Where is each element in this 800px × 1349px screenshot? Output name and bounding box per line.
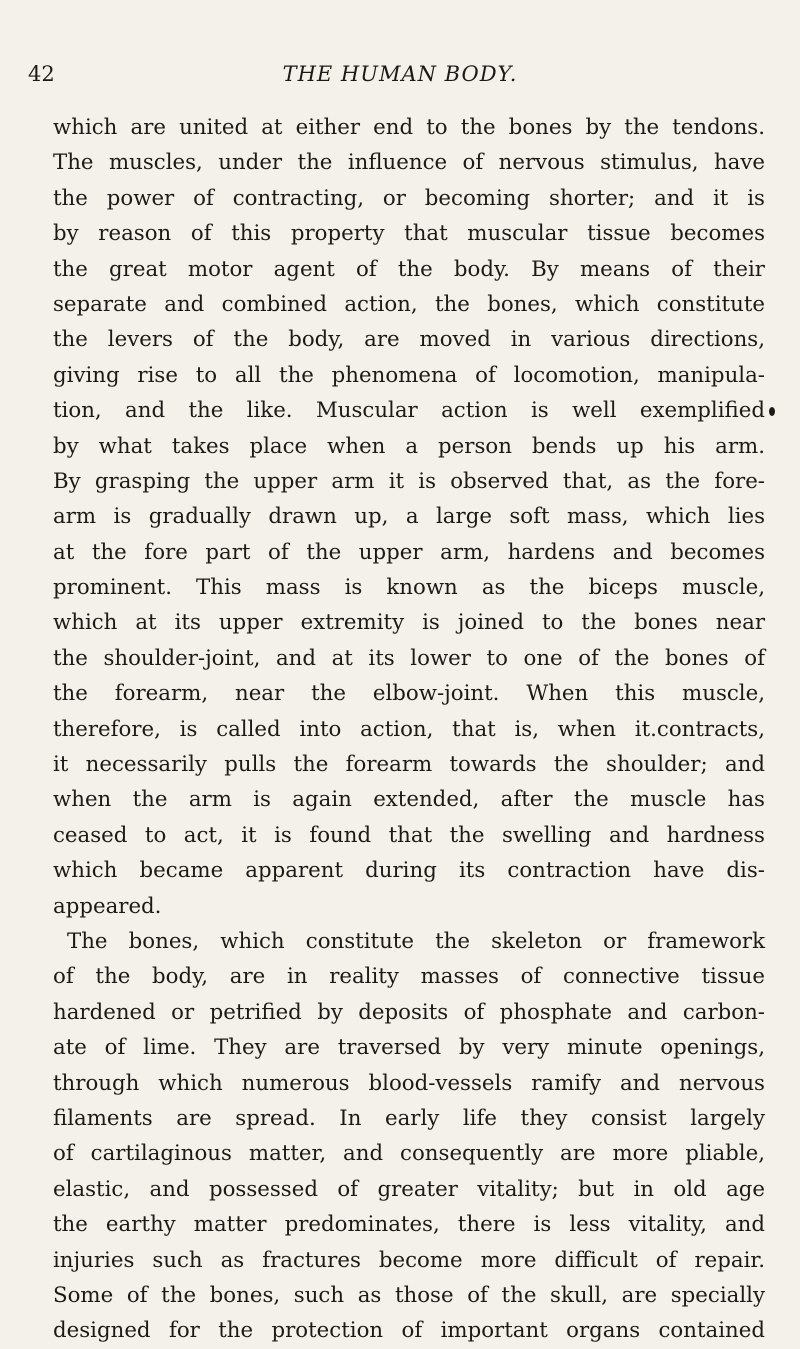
text-line: Some of the bones, such as those of the skull, are specially bbox=[53, 1282, 765, 1308]
text-line: filaments are spread. In early life they consist largely bbox=[53, 1105, 765, 1131]
text-line: the shoulder-joint, and at its lower to one of the bones of bbox=[53, 645, 765, 671]
text-line: through which numerous blood-vessels ramify and nervous bbox=[53, 1070, 765, 1096]
text-line: ate of lime. They are traversed by very minute openings, bbox=[53, 1035, 765, 1061]
margin-ink-dot bbox=[769, 407, 775, 416]
text-line: elastic, and possessed of greater vitality; but in old age bbox=[53, 1176, 765, 1202]
text-line: by reason of this property that muscular tissue becomes bbox=[53, 221, 765, 247]
text-line: when the arm is again extended, after the muscle has bbox=[53, 787, 765, 813]
text-line: hardened or petrified by deposits of phosphate and carbon- bbox=[53, 999, 765, 1025]
text-line: which are united at either end to the bones by the tendons. bbox=[53, 115, 765, 140]
text-line: the earthy matter predominates, there is less vitality, and bbox=[53, 1212, 765, 1238]
running-title: THE HUMAN BODY. bbox=[282, 62, 518, 86]
text-line: tion, and the like. Muscular action is well exemplified bbox=[53, 398, 765, 424]
text-line: at the fore part of the upper arm, hardens and becomes bbox=[53, 539, 765, 565]
text-line: designed for the protection of important organs contained bbox=[53, 1318, 765, 1344]
page-number: 42 bbox=[28, 62, 55, 86]
text-line: the great motor agent of the body. By means of their bbox=[53, 256, 765, 282]
text-line: which at its upper extremity is joined to the bones near bbox=[53, 610, 765, 636]
text-line: therefore, is called into action, that is, when it.contracts, bbox=[53, 716, 765, 742]
text-line: of cartilaginous matter, and consequently are more pliable, bbox=[53, 1141, 765, 1167]
page-header bbox=[0, 62, 800, 96]
text-line: which became apparent during its contraction have dis- bbox=[53, 858, 765, 884]
text-line: appeared. bbox=[53, 893, 162, 919]
text-line: The muscles, under the influence of nervous stimulus, have bbox=[53, 150, 765, 176]
text-line: injuries such as fractures become more difficult of repair. bbox=[53, 1247, 765, 1273]
text-line: the forearm, near the elbow-joint. When this muscle, bbox=[53, 681, 765, 707]
text-line: ceased to act, it is found that the swelling and hardness bbox=[53, 822, 765, 848]
paragraph-bones bbox=[53, 924, 765, 1349]
text-line: prominent. This mass is known as the biceps muscle, bbox=[53, 575, 765, 601]
text-line: the levers of the body, are moved in various directions, bbox=[53, 327, 765, 353]
text-line: arm is gradually drawn up, a large soft mass, which lies bbox=[53, 504, 765, 530]
text-line: giving rise to all the phenomena of locomotion, manipula- bbox=[53, 362, 765, 388]
body-text bbox=[53, 110, 765, 1349]
text-line: it necessarily pulls the forearm towards the shoulder; and bbox=[53, 752, 765, 778]
text-line: By grasping the upper arm it is observed that, as the fore- bbox=[53, 468, 765, 494]
text-line: The bones, which constitute the skeleton or framework bbox=[67, 928, 765, 954]
text-line: by what takes place when a person bends up his arm. bbox=[53, 433, 765, 459]
text-line: separate and combined action, the bones, which constitute bbox=[53, 291, 765, 317]
paragraph-muscles bbox=[53, 110, 765, 924]
text-line: of the body, are in reality masses of connective tissue bbox=[53, 964, 765, 990]
text-line: the power of contracting, or becoming shorter; and it is bbox=[53, 185, 765, 211]
